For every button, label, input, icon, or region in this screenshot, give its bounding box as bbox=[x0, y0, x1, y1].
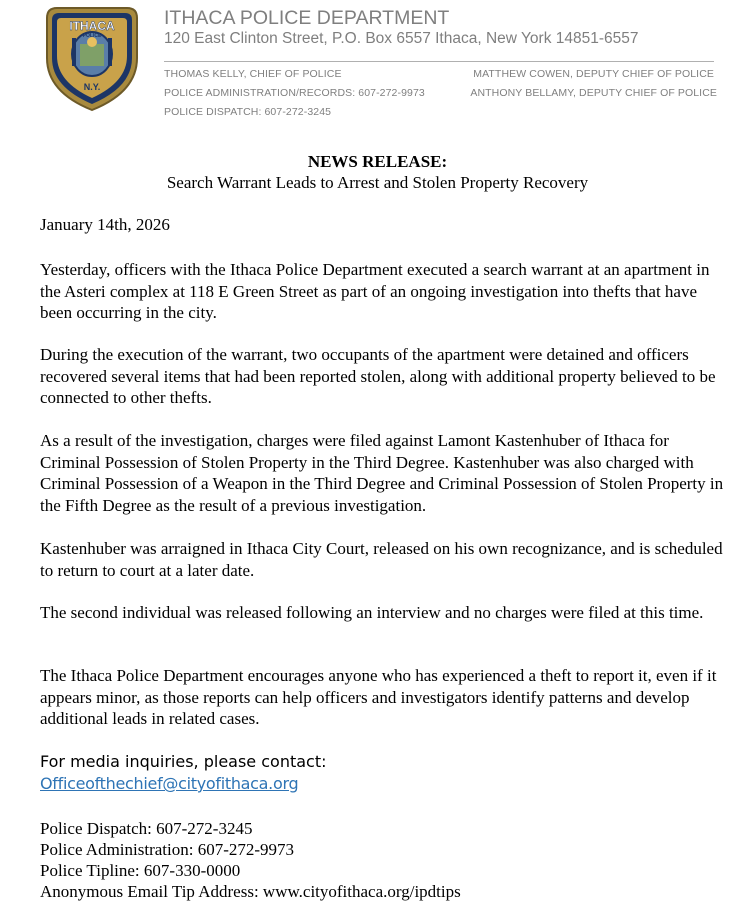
deputy-chief-1: MATTHEW COWEN, DEPUTY CHIEF OF POLICE bbox=[473, 68, 714, 80]
paragraph-4: Kastenhuber was arraigned in Ithaca City Court, released on his own recognizance, and is scheduled to return to court at a later date. bbox=[40, 539, 723, 580]
paragraph-5: The second individual was released following an interview and no charges were filed at this time. bbox=[40, 603, 704, 622]
badge-top-text: ITHACA bbox=[69, 19, 115, 33]
dispatch-phone: POLICE DISPATCH: 607-272-3245 bbox=[164, 106, 332, 118]
media-email-wrapper bbox=[40, 773, 730, 795]
department-address: 120 East Clinton Street, P.O. Box 6557 Ithaca, New York 14851-6557 bbox=[164, 30, 639, 47]
deputy-chief-2: ANTHONY BELLAMY, DEPUTY CHIEF OF POLICE bbox=[470, 87, 717, 99]
paragraph-6: The Ithaca Police Department encourages anyone who has experienced a theft to report it, even if it appears minor, as those reports can help officers and investigators identify patterns and develop additional leads in related cases. bbox=[40, 666, 717, 728]
department-name: ITHACA POLICE DEPARTMENT bbox=[164, 7, 450, 29]
badge-bottom-text: N.Y. bbox=[83, 82, 101, 92]
contact-tipline: Police Tipline: 607-330-0000 bbox=[40, 861, 241, 880]
paragraph-1: Yesterday, officers with the Ithaca Police Department executed a search warrant at an apartment in the Asteri complex at 118 E Green Street as part of an ongoing investigation into thefts that have been occurring in the city. bbox=[40, 260, 710, 322]
media-inquiries-label: For media inquiries, please contact: bbox=[40, 752, 327, 771]
contact-email-tip: Anonymous Email Tip Address: www.cityofithaca.org/ipdtips bbox=[40, 882, 461, 901]
header-divider bbox=[164, 61, 714, 62]
media-email-link[interactable]: Officeofthechief@cityofithaca.org bbox=[40, 774, 299, 793]
admin-records-phone: POLICE ADMINISTRATION/RECORDS: 607-272-9973 bbox=[164, 87, 425, 99]
contact-administration: Police Administration: 607-272-9973 bbox=[40, 840, 295, 859]
paragraph-3: As a result of the investigation, charges were filed against Lamont Kastenhuber of Ithaca for Criminal Possession of Stolen Property in the Third Degree. Kastenhuber was also charged with Criminal Possession of a Weapon in the Third Degree and Criminal Possession of Stolen Property in the Fifth Degree as the result of a previous investigation. bbox=[40, 431, 724, 515]
chief-of-police: THOMAS KELLY, CHIEF OF POLICE bbox=[164, 68, 342, 80]
release-subtitle: Search Warrant Leads to Arrest and Stolen Property Recovery bbox=[166, 173, 589, 192]
release-heading: NEWS RELEASE: bbox=[307, 152, 448, 171]
paragraph-2: During the execution of the warrant, two occupants of the apartment were detained and officers recovered several items that had been reported stolen, along with additional property believed to be connected to other thefts. bbox=[40, 345, 716, 407]
badge-middle-text: POLICE bbox=[82, 33, 102, 39]
contact-dispatch: Police Dispatch: 607-272-3245 bbox=[40, 819, 253, 838]
police-badge-logo bbox=[43, 4, 141, 112]
release-date: January 14th, 2026 bbox=[40, 215, 170, 234]
